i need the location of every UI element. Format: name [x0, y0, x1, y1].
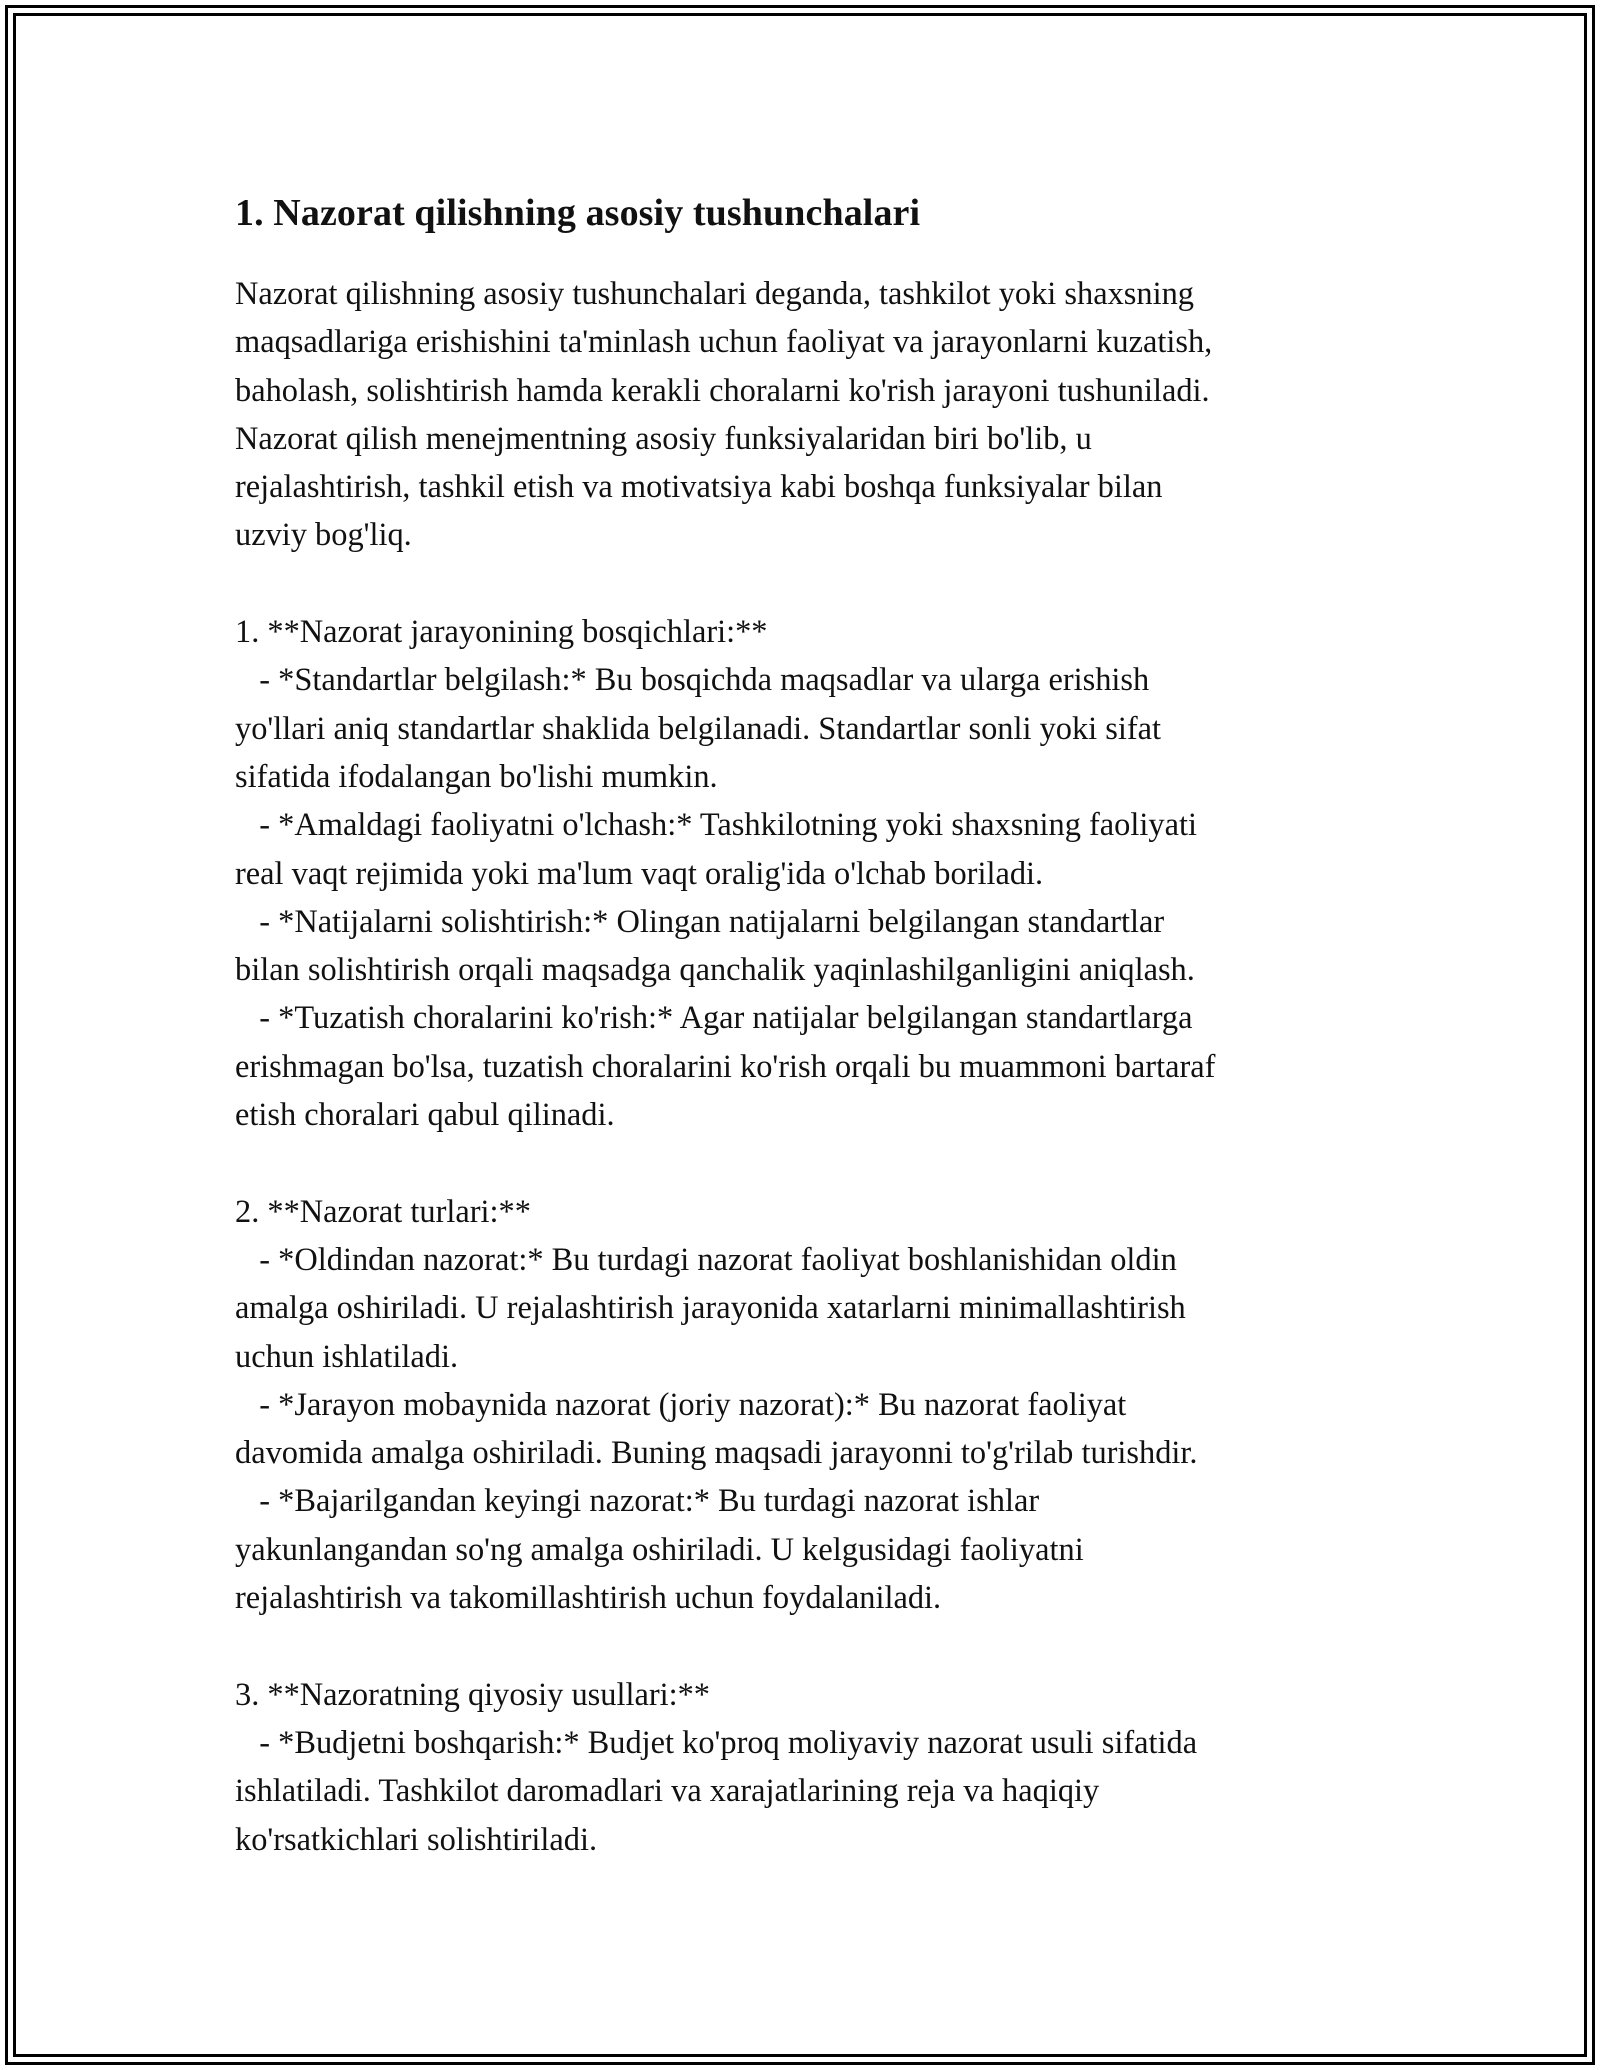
- text-line: 2. **Nazorat turlari:**: [235, 1193, 531, 1230]
- text-line: - *Bajarilgandan keyingi nazorat:* Bu turdagi nazorat ishlar: [235, 1483, 1040, 1520]
- text-line: - *Amaldagi faoliyatni o'lchash:* Tashkilotning yoki shaxsning faoliyati: [235, 807, 1197, 844]
- text-line: yo'llari aniq standartlar shaklida belgilanadi. Standartlar sonli yoki sifat: [235, 710, 1162, 747]
- text-line: erishmagan bo'lsa, tuzatish choralarini ko'rish orqali bu muammoni bartaraf: [235, 1048, 1216, 1085]
- text-line: Nazorat qilishning asosiy tushunchalari deganda, tashkilot yoki shaxsning: [235, 276, 1194, 312]
- text-line: 1. **Nazorat jarayonining bosqichlari:**: [235, 614, 768, 651]
- text-line: rejalashtirish, tashkil etish va motivatsiya kabi boshqa funksiyalar bilan: [235, 469, 1163, 506]
- text-line: Nazorat qilish menejmentning asosiy funksiyalaridan biri bo'lib, u: [235, 420, 1092, 457]
- text-line: - *Tuzatish choralarini ko'rish:* Agar natijalar belgilangan standartlarga: [235, 1000, 1193, 1037]
- text-line: etish choralari qabul qilinadi.: [235, 1097, 615, 1134]
- text-line: amalga oshiriladi. U rejalashtirish jarayonida xatarlarni minimallashtirish: [235, 1290, 1186, 1327]
- text-line: [235, 560, 1385, 608]
- document-text: [235, 270, 1385, 1864]
- text-line: [235, 1622, 1385, 1670]
- text-line: rejalashtirish va takomillashtirish uchun foydalaniladi.: [235, 1580, 942, 1617]
- text-line: ko'rsatkichlari solishtiriladi.: [235, 1821, 598, 1858]
- text-line: - *Oldindan nazorat:* Bu turdagi nazorat faoliyat boshlanishidan oldin: [235, 1241, 1177, 1278]
- text-line: bilan solishtirish orqali maqsadga qanchalik yaqinlashilganligini aniqlash.: [235, 952, 1195, 989]
- section-heading: 1. Nazorat qilishning asosiy tushunchalari: [235, 192, 921, 234]
- text-line: [235, 1139, 1385, 1187]
- text-line: - *Natijalarni solishtirish:* Olingan natijalarni belgilangan standartlar: [235, 903, 1165, 940]
- text-line: davomida amalga oshiriladi. Buning maqsadi jarayonni to'g'rilab turishdir.: [235, 1435, 1198, 1472]
- text-line: - *Standartlar belgilash:* Bu bosqichda maqsadlar va ularga erishish: [235, 662, 1150, 699]
- text-line: - *Budjetni boshqarish:* Budjet ko'proq moliyaviy nazorat usuli sifatida: [235, 1724, 1198, 1761]
- text-line: maqsadlariga erishishini ta'minlash uchun faoliyat va jarayonlarni kuzatish,: [235, 324, 1213, 361]
- text-line: yakunlangandan so'ng amalga oshiriladi. U kelgusidagi faoliyatni: [235, 1531, 1084, 1568]
- text-line: uzviy bog'liq.: [235, 517, 412, 554]
- text-line: 3. **Nazoratning qiyosiy usullari:**: [235, 1676, 710, 1713]
- text-line: real vaqt rejimida yoki ma'lum vaqt oralig'ida o'lchab boriladi.: [235, 855, 1044, 892]
- document-body: [235, 185, 1385, 1864]
- text-line: ishlatiladi. Tashkilot daromadlari va xarajatlarining reja va haqiqiy: [235, 1773, 1100, 1810]
- text-line: uchun ishlatiladi.: [235, 1338, 459, 1375]
- text-line: - *Jarayon mobaynida nazorat (joriy nazorat):* Bu nazorat faoliyat: [235, 1386, 1127, 1423]
- text-line: baholash, solishtirish hamda kerakli choralarni ko'rish jarayoni tushuniladi.: [235, 372, 1210, 409]
- text-line: sifatida ifodalangan bo'lishi mumkin.: [235, 758, 718, 795]
